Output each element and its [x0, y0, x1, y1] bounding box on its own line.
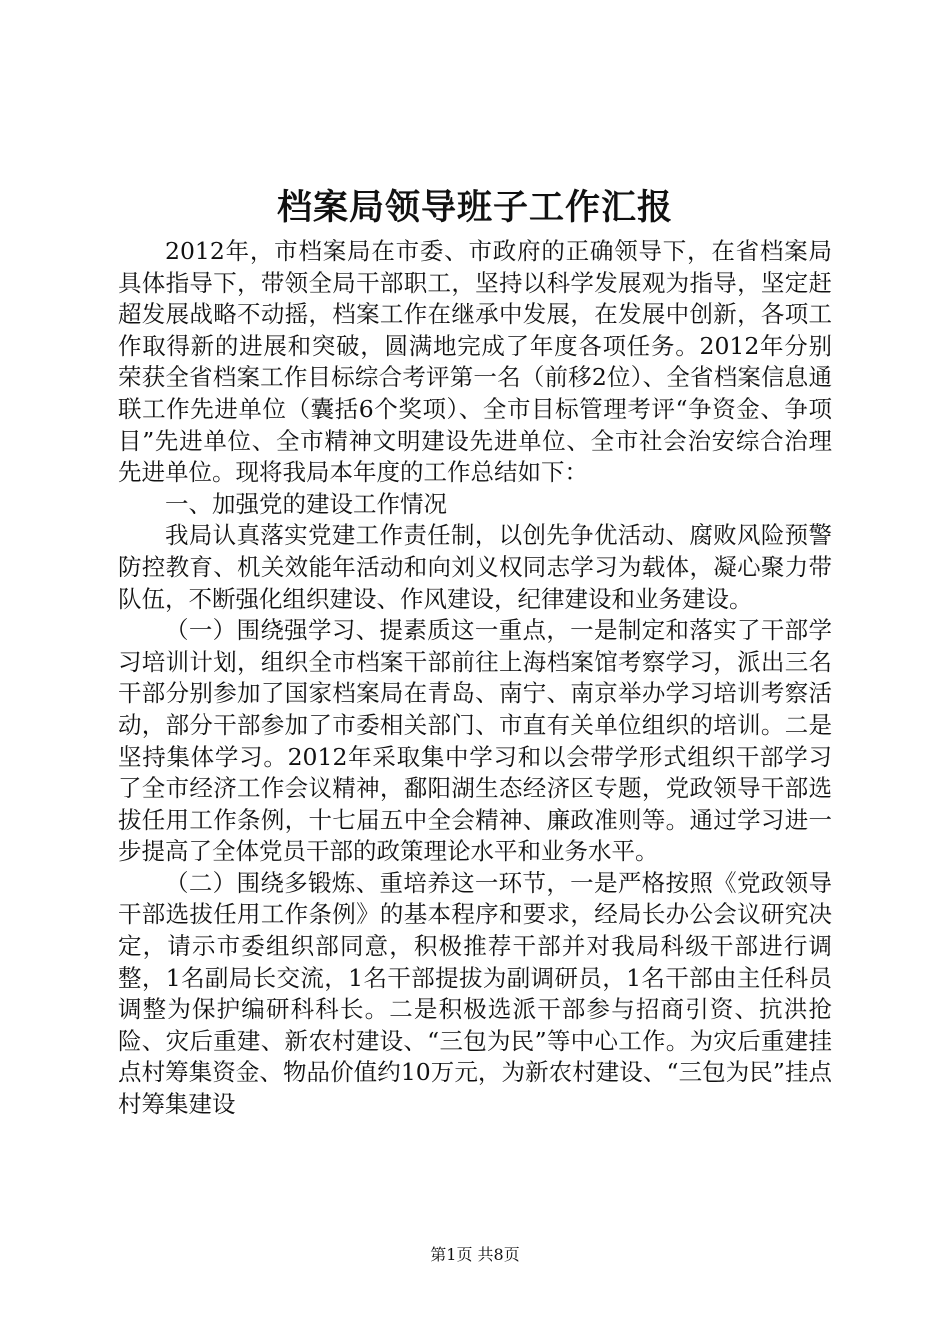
- paragraph-intro: 2012年，市档案局在市委、市政府的正确领导下，在省档案局具体指导下，带领全局干部职工，坚持以科学发展观为指导，坚定赶超发展战略不动摇，档案工作在继承中发展，在发展中创新，各项工作取得新的进展和突破，圆满地完成了年度各项任务。2012年分别荣获全省档案工作目标综合考评第一名（前移2位）、全省档案信息通联工作先进单位（囊括6个奖项）、全市目标管理考评“争资金、争项目”先进单位、全市精神文明建设先进单位、全市社会治安综合治理先进单位。现将我局本年度的工作总结如下：: [118, 237, 832, 487]
- paragraph-training: （二）围绕多锻炼、重培养这一环节，一是严格按照《党政领导干部选拔任用工作条例》的基本程序和要求，经局长办公会议研究决定，请示市委组织部同意，积极推荐干部并对我局科级干部进行调整，1名副局长交流，1名干部提拔为副调研员，1名干部由主任科员调整为保护编研科科长。二是积极选派干部参与招商引资、抗洪抢险、灾后重建、新农村建设、“三包为民”等中心工作。为灾后重建挂点村筹集资金、物品价值约10万元，为新农村建设、“三包为民”挂点村筹集建设: [118, 868, 832, 1119]
- document-body: [118, 236, 832, 1121]
- paragraph-party-building: 我局认真落实党建工作责任制，以创先争优活动、腐败风险预警防控教育、机关效能年活动和向刘义权同志学习为载体，凝心聚力带队伍，不断强化组织建设、作风建设，纪律建设和业务建设。: [118, 521, 832, 613]
- paragraph-study: （一）围绕强学习、提素质这一重点，一是制定和落实了干部学习培训计划，组织全市档案干部前往上海档案馆考察学习，派出三名干部分别参加了国家档案局在青岛、南宁、南京举办学习培训考察活动，部分干部参加了市委相关部门、市直有关单位组织的培训。二是坚持集体学习。2012年采取集中学习和以会带学形式组织干部学习了全市经济工作会议精神，鄱阳湖生态经济区专题，党政领导干部选拔任用工作条例，十七届五中全会精神、廉政准则等。通过学习进一步提高了全体党员干部的政策理论水平和业务水平。: [118, 616, 832, 866]
- section-heading-party-building: 一、加强党的建设工作情况: [165, 489, 447, 518]
- document-title: 档案局领导班子工作汇报: [276, 187, 673, 228]
- page-number-footer: 第1页 共8页: [430, 1245, 520, 1264]
